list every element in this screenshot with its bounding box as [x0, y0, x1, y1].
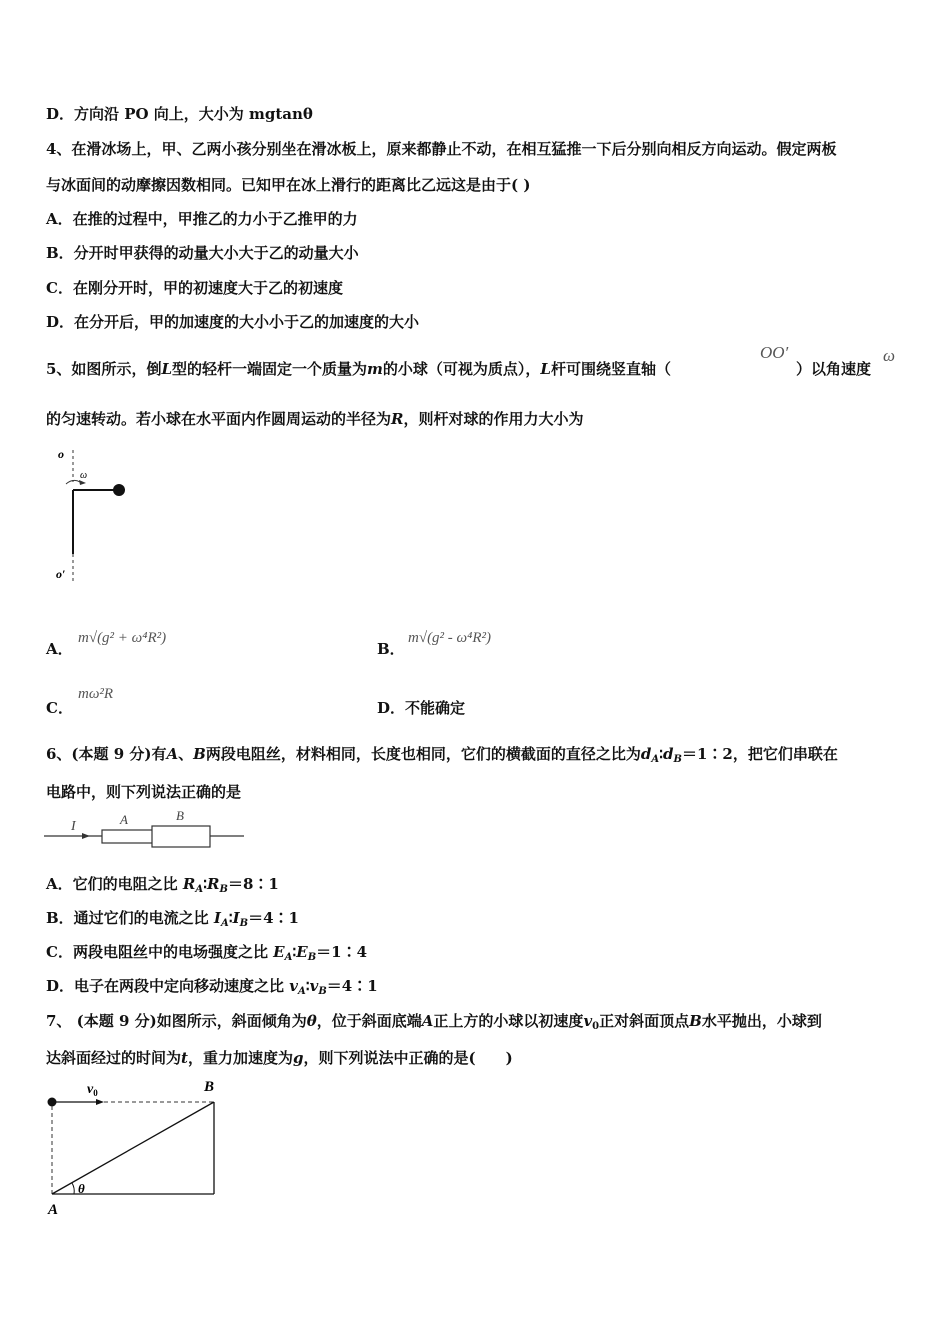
- q6-option-b: B．通过它们的电流之比 $I_A∶I_B=4∶1$: [46, 909, 299, 929]
- q5-stem-line2: 的匀速转动。若小球在水平面内作圆周运动的半径为R，则杆对球的作用力大小为: [46, 410, 584, 428]
- q5-stem-line1-end: ）以角速度: [796, 360, 872, 378]
- q5-option-b-label: B．: [377, 640, 405, 658]
- q4-option-c: C．在刚分开时，甲的初速度大于乙的初速度: [46, 279, 343, 297]
- q4-stem-line2: 与冰面间的动摩擦因数相同。已知甲在冰上滑行的距离比乙远这是由于( ): [46, 176, 531, 194]
- q5-l-rod-figure: [50, 442, 140, 587]
- q5-option-a-label: A．: [46, 640, 73, 658]
- q7-incline-figure: [42, 1074, 227, 1222]
- q5-option-c-formula: mω²R: [78, 686, 114, 702]
- q5-option-b-formula: m√(g² - ω⁴R²): [408, 630, 492, 646]
- fig-v0-label: $v_0$: [87, 1082, 98, 1098]
- q7-stem-line1: 7、 (本题 9 分)如图所示，斜面倾角为θ，位于斜面底端A正上方的小球以初速度$v_0$正对斜面顶点B水平抛出，小球到: [46, 1012, 822, 1032]
- ball: [48, 1098, 57, 1107]
- current-arrow: [82, 833, 90, 839]
- q6-resistor-figure: [44, 806, 249, 850]
- q5-option-a-formula: m√(g² + ω⁴R²): [78, 630, 167, 646]
- incline-hypotenuse: [52, 1102, 214, 1194]
- q4-option-a: A．在推的过程中，甲推乙的力小于乙推甲的力: [46, 210, 358, 228]
- q6-option-c: C．两段电阻丝中的电场强度之比 $E_A∶E_B=1∶4$: [46, 943, 368, 963]
- q5-option-d: D．不能确定: [377, 699, 466, 717]
- q4-option-d: D．在分开后，甲的加速度的大小小于乙的加速度的大小: [46, 313, 420, 331]
- q4-option-b: B．分开时甲获得的动量大小大于乙的动量大小: [46, 244, 359, 262]
- fig-b-label: B: [204, 1079, 215, 1095]
- q5-option-c-label: C．: [46, 699, 73, 717]
- fig-o-top-label: o: [58, 447, 64, 461]
- q6-option-a: A．它们的电阻之比 $R_A∶R_B=8∶1$: [46, 875, 279, 895]
- fig-resistor-b-label: B: [176, 808, 184, 823]
- fig-current-label: I: [71, 819, 76, 834]
- q6-stem-line1: 6、(本题 9 分)有A、B两段电阻丝，材料相同，长度也相同，它们的横截面的直径之比为$d_A∶d_B=1∶2$，把它们串联在: [46, 745, 838, 765]
- fig-o-bottom-label: o′: [56, 567, 66, 581]
- q6-option-d: D．电子在两段中定向移动速度之比 $v_A∶v_B=4∶1$: [46, 977, 378, 997]
- q7-stem-line2: 达斜面经过的时间为t，重力加速度为g，则下列说法中正确的是( ): [46, 1049, 513, 1067]
- q5-axis-symbol: OO′: [760, 343, 789, 362]
- q6-stem-line2: 电路中，则下列说法正确的是: [46, 783, 242, 801]
- resistor-a: [102, 830, 154, 843]
- q5-omega-symbol: ω: [883, 346, 896, 365]
- q3-option-d: D．方向沿 PO 向上，大小为 mgtanθ: [46, 105, 313, 123]
- theta-arc: [72, 1183, 74, 1194]
- q5-stem-line1: 5、如图所示，倒L型的轻杆一端固定一个质量为m的小球（可视为质点），L杆可围绕竖直轴（: [46, 360, 671, 378]
- fig-theta-label: θ: [78, 1181, 85, 1196]
- resistor-b: [152, 826, 210, 847]
- v0-arrowhead: [96, 1099, 104, 1105]
- q4-stem-line1: 4、在滑冰场上，甲、乙两小孩分别坐在滑冰板上，原来都静止不动，在相互猛推一下后分别向相反方向运动。假定两板: [46, 140, 837, 158]
- fig-a-label: A: [48, 1202, 59, 1218]
- ball: [113, 484, 125, 496]
- rotation-arrow: [66, 480, 80, 484]
- fig-omega-label: ω: [80, 470, 88, 481]
- fig-resistor-a-label: A: [120, 812, 128, 827]
